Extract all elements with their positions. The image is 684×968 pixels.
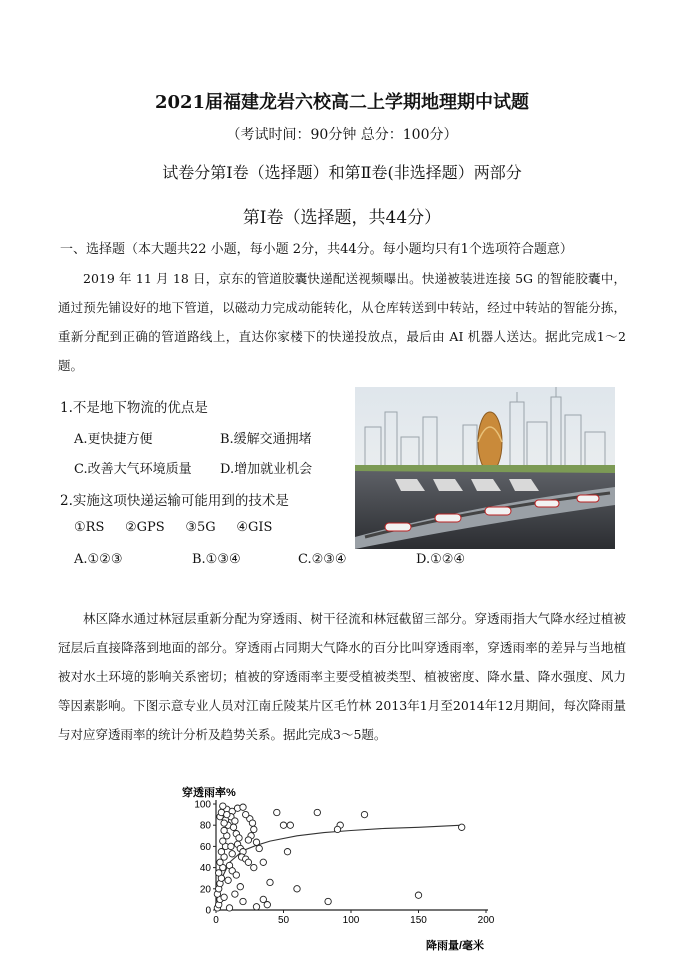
- data-point: [274, 809, 280, 815]
- data-point: [221, 820, 227, 826]
- section-heading: 一、选择题（本大题共22 小题，每小题 2分，共44分。每小题均只有1个选项符合题意）: [60, 242, 573, 257]
- q1-option-d: D.增加就业机会: [220, 462, 313, 477]
- data-point: [237, 884, 243, 890]
- data-point: [245, 859, 251, 865]
- y-tick-label: 20: [199, 884, 211, 896]
- y-axis-label: 穿透雨率%: [182, 787, 236, 799]
- x-tick-label: 50: [277, 915, 290, 926]
- x-tick-label: 150: [410, 915, 427, 926]
- data-point: [230, 824, 236, 830]
- data-point: [314, 809, 320, 815]
- data-point: [284, 849, 290, 855]
- data-point: [361, 811, 367, 817]
- city-scene-image: [355, 387, 615, 549]
- data-point: [294, 886, 300, 892]
- q1-option-c: C.改善大气环境质量: [74, 462, 192, 477]
- data-points: [214, 803, 465, 911]
- data-point: [240, 804, 246, 810]
- parts-intro: 试卷分第Ⅰ卷（选择题）和第Ⅱ卷(非选择题）两部分: [162, 163, 522, 182]
- paper-title: 2021届福建龙岩六校高二上学期地理期中试题: [154, 92, 530, 113]
- data-point: [253, 839, 259, 845]
- q2-items: ①RS ②GPS ③5G ④GIS: [74, 520, 273, 535]
- data-point: [229, 851, 235, 857]
- q2-option-a: A.①②③: [74, 552, 123, 567]
- chart-svg: [178, 782, 508, 957]
- pipeline-capsule-illustration: [355, 387, 615, 549]
- data-point: [260, 896, 266, 902]
- data-point: [256, 845, 262, 851]
- question-1-stem: 1.不是地下物流的优点是: [60, 400, 208, 416]
- q2-option-b: B.①③④: [192, 552, 241, 567]
- chart-axes: [194, 800, 494, 927]
- rainfall-scatter-chart: [178, 782, 508, 957]
- q2-option-d: D.①②④: [416, 552, 466, 567]
- data-point: [415, 892, 421, 898]
- part1-title: 第Ⅰ卷（选择题，共44分）: [242, 208, 442, 228]
- data-point: [232, 891, 238, 897]
- data-point: [224, 811, 230, 817]
- data-point: [249, 820, 255, 826]
- data-point: [267, 879, 273, 885]
- y-tick-label: 100: [194, 799, 211, 811]
- data-point: [280, 822, 286, 828]
- data-point: [232, 818, 238, 824]
- x-axis-label: 降雨量/毫米: [426, 940, 485, 952]
- q1-option-b: B.缓解交通拥堵: [220, 432, 312, 447]
- data-point: [251, 826, 257, 832]
- data-point: [253, 904, 259, 910]
- data-point: [240, 898, 246, 904]
- y-tick-label: 0: [205, 905, 211, 917]
- exam-info: （考试时间：90分钟 总分：100分）: [226, 127, 458, 143]
- data-point: [287, 822, 293, 828]
- passage-1: [58, 264, 626, 380]
- data-point: [243, 811, 249, 817]
- x-tick-label: 100: [342, 915, 360, 926]
- y-tick-label: 60: [199, 841, 211, 853]
- x-tick-label: 0: [213, 915, 219, 926]
- passage-1-text: 2019 年 11 月 18 日，京东的管道胶囊快递配送视频曝出。快递被装进连接 5G 的智能胶囊中，通过预先铺设好的地下管道，以磁动力完成动能转化，从仓库转送到中转站，经过中转站的智能分拣，重新分配到正确的管道路线上，直达你家楼下的快递投放点，最后由 AI 机器人送达。据此完成1～2题。: [58, 271, 626, 373]
- data-point: [220, 803, 226, 809]
- x-tick-label: 200: [477, 915, 495, 926]
- data-point: [260, 859, 266, 865]
- data-point: [225, 877, 231, 883]
- data-point: [325, 898, 331, 904]
- y-tick-label: 40: [199, 863, 211, 875]
- q2-option-c: C.②③④: [298, 552, 347, 567]
- passage-2-text: 林区降水通过林冠层重新分配为穿透雨、树干径流和林冠截留三部分。穿透雨指大气降水经过植被冠层后直接降落到地面的部分。穿透雨占同期大气降水的百分比叫穿透雨率，穿透雨率的差异与当地植被对水土环境的影响关系密切；植被的穿透雨率主要受植被类型、植被密度、降水量、降水强度、风力等因素影响。下图示意专业人员对江南丘陵某片区毛竹林 2013年1月至2014年12月期间，每次降雨量与对应穿透雨率的统计分析及趋势关系。据此完成3～5题。: [58, 611, 626, 742]
- data-point: [245, 837, 251, 843]
- data-point: [251, 864, 257, 870]
- data-point: [233, 872, 239, 878]
- data-point: [228, 843, 234, 849]
- q1-option-a: A.更快捷方便: [74, 432, 153, 447]
- y-tick-label: 80: [199, 820, 211, 832]
- data-point: [226, 905, 232, 911]
- data-point: [236, 835, 242, 841]
- data-point: [334, 826, 340, 832]
- data-point: [459, 824, 465, 830]
- question-2-stem: 2.实施这项快递运输可能用到的技术是: [60, 493, 289, 509]
- passage-2: [58, 604, 626, 749]
- data-point: [221, 894, 227, 900]
